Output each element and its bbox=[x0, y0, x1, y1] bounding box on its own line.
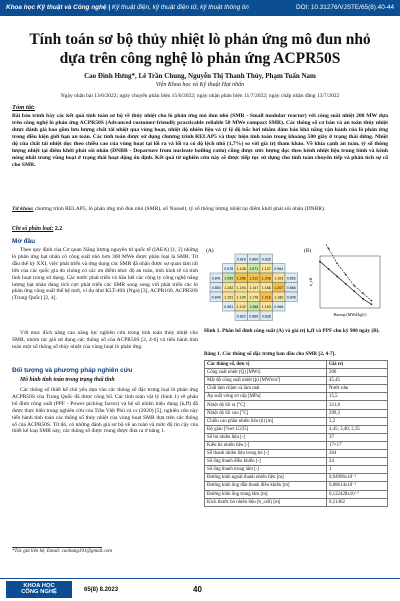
logo-line-1: KHOA HỌC bbox=[23, 583, 55, 589]
table-cell-param: Kiểu bó nhiên liệu [-] bbox=[205, 441, 327, 449]
intro-paragraph-1: Theo quy định của Cơ quan Năng lượng nguyên tử quốc tế (IAEA) [1, 2] những lò phản ứng hạt nhân có công suất nhỏ hơn 300 MWe được phân loại là SMR. Từ đầu thế kỷ XXI, việc phát triển và ứng dụng các SMR đã nhận được sự quan tâm rất lớn của các quốc gia do chúng có các ưu điểm như: độ an toàn, tính kinh tế và tính linh hoạt trong sử dụng. Các nước phát triển và hầu hết các công ty công nghệ năng lượng hạt nhân đang tích cực phát triển các SMR song song với phát triển các lò phản ứng công suất thế hệ mới, ví dụ như KLT-40S (Nga) [3], ACPR100, ACPR50S (Trung Quốc) [2, 4]. bbox=[12, 247, 198, 302]
table-header-row bbox=[205, 361, 388, 369]
classification bbox=[12, 226, 62, 232]
core-cell-value: 0.964 bbox=[274, 266, 284, 271]
table-row bbox=[205, 458, 388, 466]
figure-1-graphic bbox=[204, 244, 388, 326]
table-cell-param: Mật độ công suất nhiệt (ṗ) [MWt/m³] bbox=[205, 377, 327, 385]
power-distribution-map bbox=[210, 254, 298, 321]
dates: Ngày nhận bài 13/6/2022; ngày chuyển phản biện 15/6/2022; ngày nhận phản biện 11/7/2022; ngày chấp nhận đăng 13/7/2022 bbox=[60, 93, 340, 99]
table-cell-value: 264 bbox=[327, 450, 388, 458]
table-row bbox=[205, 482, 388, 490]
table-cell-value: 321,8 bbox=[327, 401, 388, 409]
core-cell-value: 1.207 bbox=[274, 285, 284, 290]
series-line-k-eff bbox=[320, 262, 371, 305]
table-cell-value: 0,94996x10⁻² bbox=[327, 474, 388, 482]
table-cell-param: Số ống thanh trung tâm [-] bbox=[205, 466, 327, 474]
core-cell-value: 0.822 bbox=[236, 314, 246, 319]
core-cell-value: 1.103 bbox=[274, 276, 284, 281]
table-cell-param: Đường kính ngoài thanh nhiên liệu [m] bbox=[205, 474, 327, 482]
table-cell-param: Chất làm chậm và làm mát bbox=[205, 385, 327, 393]
table-row bbox=[205, 425, 388, 433]
abstract-heading: Tóm tắt: bbox=[12, 104, 35, 111]
doi[interactable]: DOI: 10.31276/VJSTE/65(8).40-44 bbox=[295, 4, 394, 11]
table-body bbox=[205, 369, 388, 507]
table-cell-value: 17×17 bbox=[327, 441, 388, 449]
core-cell-value: 1.132 bbox=[236, 304, 246, 309]
core-cell-value: 0.845 bbox=[286, 295, 296, 300]
journal-header bbox=[0, 0, 400, 16]
x-axis-label: Burnup (MWd/kgU) bbox=[333, 312, 367, 317]
abstract: Bài báo trình bày các kết quả tính toán sơ bộ về thủy nhiệt cho lò phản ứng mô đun nhỏ (SMR - Small modular reactor) với công suất nhiệt 200 MW dựa trên công nghệ lò phản ứng ACPR50S (Advanced customer-friendly practicable reliable 50 MWe compact SMR). Các thông số cơ bản và an toàn thủy nhiệt được đánh giá bao gồm lưu lượng chất tải nhiệt qua vùng hoạt, nhiệt độ nhiên liệu và tỷ lệ độ bốc hơi nhằm đảm bảo khả năng vận hành của lò phản ứng trong điều kiện giới hạn an toàn. Các tính toán được sử dụng chương trình RELAP5 và thực hiện tính toán trong khoảng 500 giây ở trạng thái dừng. Nhiệt độ của chất tải nhiệt đọc theo chiều cao của vùng hoạt tại lối ra và lối ra có độ lệch nhỏ (1,7%) so với giá trị tham khảo. Về khía cạnh an toàn, tỷ số thông lượng nhiệt tại điểm khởi phát sôi nhân (DNBR - Departure from nucleate boiling ratio) cũng được ước lượng dọc theo kênh nhiệt liệu trung bình và kênh nóng nhất trong vùng hoạt ở trạng thái hoạt động ổn định. Kết quả từ nghiên cứu này sẽ được tiếp tục sử dụng cho tính toán chuyển tiếp và phân tích sự cố cho SMR. bbox=[12, 113, 388, 168]
core-cell-value: 1.256 bbox=[236, 276, 246, 281]
data-point bbox=[353, 290, 355, 292]
data-point bbox=[328, 268, 330, 270]
table-row bbox=[205, 433, 388, 441]
table-cell-param: Số bó nhiên liệu [-] bbox=[205, 433, 327, 441]
table-cell-value: 0,88614x10⁻² bbox=[327, 482, 388, 490]
core-cell-value: 1.145 bbox=[236, 266, 246, 271]
table-row bbox=[205, 498, 388, 506]
table-cell-value: 4,45; 3,40; 2,35 bbox=[327, 425, 388, 433]
keff-chart bbox=[308, 244, 380, 317]
core-cell-value: 1.065 bbox=[224, 276, 234, 281]
methods-paragraph: Các thông số thiết kế chủ yếu dựa vào các thông số đặc trưng loại lò phản ứng ACPR50S của Trung Quốc đã được công bố. Các tính toán vật lý (hình 1) về phân bố đỉnh công suất (PPF - Power picking factor) và hệ số nhiên hiệu dụng (kₑff) đã được thực hiện trong nghiên cứu của Trần Việt Phú và cs (2020) [5], nghiên cứu này tiến hành tính toán các thông số thủy nhiệt của vùng hoạt SMR dựa trên các thông số của ACPR50S. Từ đó, có những đánh giá sơ bộ về an toàn và mức độ tin cậy của thiết kế loại SMR này, các thông số được trung được đưa ra ở bảng 1. bbox=[12, 387, 198, 435]
core-cell-value: 1.180 bbox=[274, 295, 284, 300]
page-number: 40 bbox=[193, 585, 202, 594]
keywords-label: Từ khóa: bbox=[12, 206, 34, 212]
data-point bbox=[336, 263, 338, 265]
journal-logo bbox=[6, 581, 72, 598]
data-point bbox=[362, 298, 364, 300]
table-cell-value: 24 bbox=[327, 458, 388, 466]
table-cell-param: Số ống thanh điều khiển [-] bbox=[205, 458, 327, 466]
paper-title: Tính toán sơ bộ thủy nhiệt lò phản ứng mô đun nhỏ dựa trên công nghệ lò phản ứng ACPR50S bbox=[29, 31, 371, 67]
core-cell-value: 1.218 bbox=[261, 295, 271, 300]
core-cell-value: 1.153 bbox=[261, 304, 271, 309]
table-header-param: Các thông số, đơn vị bbox=[205, 361, 327, 369]
table-caption: Bảng 1. Các thông số đặc trưng ban đầu cho SMR [2, 4-7]. bbox=[204, 351, 336, 357]
core-cell-value: 1.178 bbox=[249, 295, 259, 300]
core-cell-value: 0.854 bbox=[211, 285, 221, 290]
classification-label: Chỉ số phân loại: bbox=[12, 226, 54, 232]
core-cell-value: 1.137 bbox=[261, 266, 271, 271]
core-cell-value: 0.838 bbox=[261, 314, 271, 319]
table-cell-param: Chiều cao phần nhiên liệu (h) [m] bbox=[205, 417, 327, 425]
table-cell-param: Nhiệt độ lối ra [°C] bbox=[205, 401, 327, 409]
core-cell-value: 0.966 bbox=[274, 304, 284, 309]
table-cell-value: 37 bbox=[327, 433, 388, 441]
table-row bbox=[205, 474, 388, 482]
table-cell-value: 45,45 bbox=[327, 377, 388, 385]
table-cell-param: Đường kính ống dẫn thanh điều khiển [m] bbox=[205, 482, 327, 490]
core-cell-value: 0.978 bbox=[224, 266, 234, 271]
table-row bbox=[205, 417, 388, 425]
series-line-ppf bbox=[320, 244, 371, 301]
data-point bbox=[371, 303, 373, 305]
logo-line-2: CÔNG NGHỆ bbox=[21, 589, 57, 596]
table-cell-value: 0,122428x10⁻² bbox=[327, 490, 388, 498]
table-cell-value: 200 bbox=[327, 369, 388, 377]
data-point bbox=[362, 292, 364, 294]
table-cell-param: Kích thước bó nhiên liệu (b_cell) [m] bbox=[205, 498, 327, 506]
core-cell-value: 1.071 bbox=[249, 266, 259, 271]
keywords bbox=[12, 206, 388, 213]
core-cell-value: 1.208 bbox=[261, 276, 271, 281]
core-cell-value: 0.866 bbox=[249, 314, 259, 319]
y-axis-label: k_eff bbox=[308, 277, 313, 287]
table-row bbox=[205, 441, 388, 449]
core-cell-value: 0.841 bbox=[211, 276, 221, 281]
table-cell-value: 299,3 bbox=[327, 409, 388, 417]
journal-name: Khoa học Kỹ thuật và Công nghệ | Kỹ thuật điện, kỹ thuật điện tử, kỹ thuật thông tin bbox=[6, 4, 249, 11]
figure-caption: Hình 1. Phân bố đỉnh công suất (A) và giá trị kₑff và PPF chu kỳ 900 ngày (B). bbox=[204, 328, 380, 334]
table-row bbox=[205, 490, 388, 498]
table-row bbox=[205, 385, 388, 393]
methods-heading: Đối tượng và phương pháp nghiên cứu bbox=[12, 367, 133, 374]
affiliation: Viện Khoa học và Kỹ thuật Hạt nhân bbox=[155, 82, 245, 88]
intro-heading: Mở đầu bbox=[12, 238, 36, 245]
parameters-table bbox=[204, 360, 388, 507]
table-header-value: Giá trị bbox=[327, 361, 388, 369]
core-cell-value: 0.852 bbox=[286, 276, 296, 281]
table-cell-value: 1 bbox=[327, 466, 388, 474]
core-cell-value: 1.151 bbox=[224, 295, 234, 300]
data-point bbox=[345, 283, 347, 285]
table-row bbox=[205, 393, 388, 401]
table-row bbox=[205, 369, 388, 377]
figure-label-b: (B) bbox=[304, 248, 312, 254]
core-cell-value: 0.860 bbox=[249, 257, 259, 262]
data-point bbox=[336, 276, 338, 278]
table-cell-param: Đường kính ống trung tâm [m] bbox=[205, 490, 327, 498]
table-cell-param: Độ giàu [%wt U235] bbox=[205, 425, 327, 433]
table-row bbox=[205, 409, 388, 417]
authors: Cao Đình Hưng*, Lê Trần Chung, Nguyễn Thị Thanh Thủy, Phạm Tuấn Nam bbox=[84, 72, 316, 80]
table-cell-value: 15,5 bbox=[327, 393, 388, 401]
table-cell-value: 2,2 bbox=[327, 417, 388, 425]
data-point bbox=[328, 248, 330, 250]
core-cell-value: 1.088 bbox=[249, 304, 259, 309]
data-point bbox=[371, 300, 373, 302]
core-cell-value: 0.866 bbox=[286, 285, 296, 290]
table-cell-param: Công suất nhiệt (Q) [MWt] bbox=[205, 369, 327, 377]
figure-label-a: (A) bbox=[206, 248, 214, 254]
table-row bbox=[205, 377, 388, 385]
core-cell-value: 1.212 bbox=[249, 276, 259, 281]
data-point bbox=[353, 285, 355, 287]
table-cell-param: Nhiệt độ lối vào [°C] bbox=[205, 409, 327, 417]
issue-number: 65(8) 8.2023 bbox=[84, 587, 119, 593]
table-cell-value: 0,21402 bbox=[327, 498, 388, 506]
core-cell-value: 1.190 bbox=[236, 295, 246, 300]
intro-paragraph-2: Với mục đích nâng cao năng lực nghiên cứu trong tính toán thủy nhiệt cho SMR, nhóm tác giả sử dụng các thông số của ACPR50S [2, 4-6] và tiến hành tính toán một số thông số thủy nhiệt của vùng hoạt lò phản ứng. bbox=[12, 330, 198, 350]
figure-1 bbox=[204, 244, 388, 326]
footnote-rule bbox=[12, 547, 102, 548]
table-cell-param: Áp suất vòng sơ cấp [MPa] bbox=[205, 393, 327, 401]
table-cell-value: Nước nhẹ bbox=[327, 385, 388, 393]
table-row bbox=[205, 450, 388, 458]
core-cell-value: 0.835 bbox=[261, 257, 271, 262]
data-point bbox=[345, 274, 347, 276]
table-cell-param: Số thanh nhiên liệu trong bó [-] bbox=[205, 450, 327, 458]
core-cell-value: 0.981 bbox=[224, 304, 234, 309]
table-row bbox=[205, 466, 388, 474]
core-cell-value: 1.192 bbox=[224, 285, 234, 290]
methods-subheading: Mô hình tính toán trong trạng thái tĩnh bbox=[20, 377, 115, 383]
core-cell-value: 1.194 bbox=[236, 285, 246, 290]
core-cell-value: 1.147 bbox=[249, 285, 259, 290]
core-cell-value: 1.186 bbox=[261, 285, 271, 290]
footnote: *Tác giả liên hệ. Email: caohung191@gmail.com bbox=[12, 549, 113, 554]
core-cell-value: 0.840 bbox=[211, 295, 221, 300]
table-row bbox=[205, 401, 388, 409]
core-cell-value: 0.818 bbox=[236, 257, 246, 262]
classification-value: 2.2 bbox=[54, 226, 63, 232]
data-point bbox=[319, 261, 321, 263]
keywords-text: chương trình RELAP5, lò phản ứng mô đun nhỏ (SMR), số Nusselt, tỷ số thông lượng nhiệt tại điểm khởi phát sôi nhân (DNBR). bbox=[34, 206, 326, 212]
